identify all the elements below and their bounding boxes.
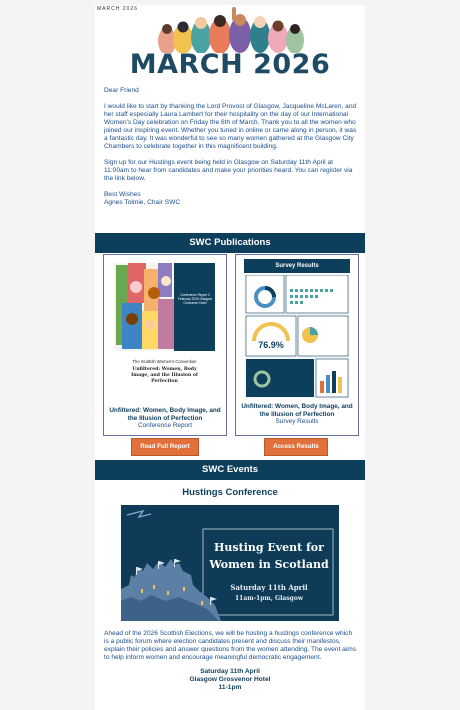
- letter-paragraph: Sign up for our Hustings event being held in Glasgow on Saturday 11th April at 11:00am to hear from candidates and make your priorities heard. You can register via the link below.: [104, 159, 353, 182]
- event-title: Hustings Conference: [182, 487, 278, 498]
- publication-title: Unfiltered: Women, Body Image, and the Illusion of Perfection: [241, 403, 353, 418]
- publication-subtitle: Survey Results: [275, 418, 319, 425]
- page-title: MARCH 2026: [129, 49, 331, 80]
- greeting: Dear Friend: [104, 87, 139, 94]
- image-headline: Women in Scotland: [209, 558, 329, 571]
- survey-cover[interactable]: [244, 259, 350, 399]
- report-cover[interactable]: [114, 263, 215, 389]
- cover-side-text: Conference Report 2 February 2026 Glasgow Grosvenor Hotel: [177, 293, 213, 305]
- read-full-report-button[interactable]: Read Full Report: [131, 438, 199, 456]
- hero-banner: [95, 5, 365, 83]
- cover-illustration: [114, 263, 215, 351]
- survey-infographic: [244, 275, 350, 399]
- events-heading: SWC Events: [95, 460, 365, 480]
- publication-card: [103, 254, 227, 436]
- signature: Agnes Tolmie, Chair SWC: [104, 199, 181, 206]
- cover-title: Survey Results: [244, 259, 350, 273]
- publication-card: [235, 254, 359, 436]
- letter-paragraph: I would like to start by thanking the Lord Provost of Glasgow, Jacqueline McLaren, and her staff especially Laura Lambert for their hospitality on the day of our International Women's Day celebration on Friday the 6th of March. Thank you to all the women who joined our inspiring event. Whether you tuned in online or came along in person, it was a fantastic day. It was wonderful to see so many women gathered at the Glasgow City Chambers to celebrate together in this magnificent building.: [104, 103, 357, 150]
- publication-subtitle: Conference Report: [138, 422, 192, 429]
- event-description: Ahead of the 2026 Scottish Elections, we will be hosting a hustings conference which is a public forum where election candidates present and discuss their manifestos, explain their policies and answer questions from the women attending. The event aims to help inform women and encourage meaningful democratic engagement.: [104, 630, 357, 661]
- cover-title: Unfiltered: Women, Body Image, and the Illusion of Perfection: [131, 367, 198, 384]
- cover-org: The Scottish Women's Convention: [132, 359, 197, 364]
- publication-title: Unfiltered: Women, Body Image, and the Illusion of Perfection: [109, 407, 221, 422]
- women-illustration: [95, 5, 365, 53]
- hustings-event-image[interactable]: [121, 505, 339, 621]
- event-date: Saturday 11th April: [200, 668, 260, 675]
- event-venue: Glasgow Grosvenor Hotel: [189, 676, 271, 683]
- access-results-button[interactable]: Access Results: [264, 438, 328, 456]
- chair-letter: [104, 87, 358, 207]
- image-headline: Husting Event for: [214, 541, 324, 554]
- image-date: Saturday 11th April: [230, 583, 308, 592]
- cover-stat: 76.9%: [258, 340, 284, 350]
- newsletter-page: [95, 5, 365, 710]
- image-time: 11am-1pm, Glasgow: [234, 595, 303, 602]
- publications-heading: SWC Publications: [95, 233, 365, 253]
- date-tag: MARCH 2026: [97, 6, 138, 12]
- signoff: Best Wishes: [104, 191, 141, 198]
- event-time: 11-1pm: [218, 684, 242, 691]
